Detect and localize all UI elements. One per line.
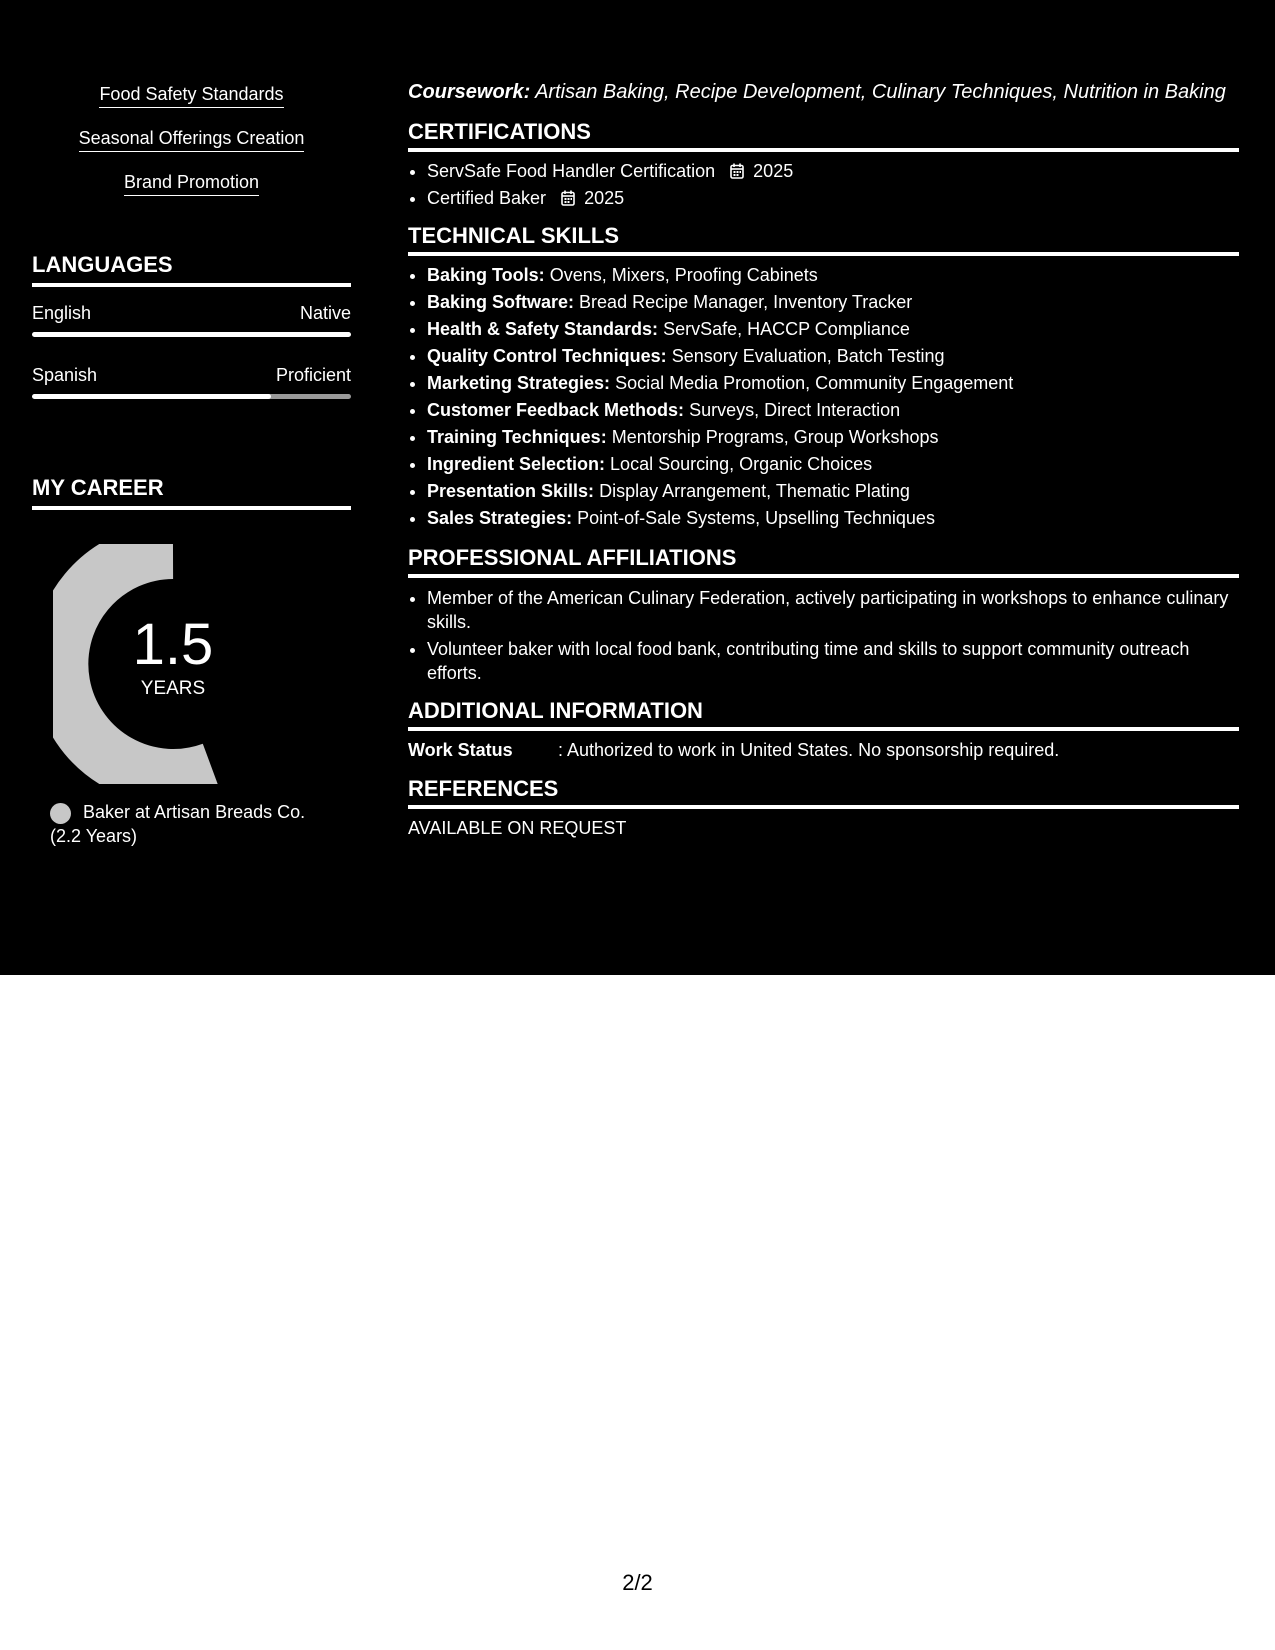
technical-skill-value: Local Sourcing, Organic Choices xyxy=(610,454,873,474)
career-entry xyxy=(50,800,351,848)
coursework xyxy=(408,78,1239,106)
affiliation-item: • Member of the American Culinary Federation, actively participating in workshops to enhance culinary skills. xyxy=(427,586,1239,634)
career-section xyxy=(32,475,351,848)
technical-skills-heading: TECHNICAL SKILLS xyxy=(408,223,1239,256)
language-proficiency-bar xyxy=(32,332,351,337)
career-entry-title: Baker at Artisan Breads Co. xyxy=(83,802,306,822)
technical-skill-item xyxy=(427,397,1239,424)
references-section xyxy=(408,776,1239,839)
technical-skill-label: Health & Safety Standards: xyxy=(427,319,659,339)
technical-skill-label: Customer Feedback Methods: xyxy=(427,400,685,420)
affiliations-section xyxy=(408,545,1239,685)
page-number: 2/2 xyxy=(622,1570,653,1595)
work-status-row xyxy=(408,737,1239,763)
technical-skills-section xyxy=(408,223,1239,532)
work-status-label: Work Status xyxy=(408,740,513,760)
career-total-unit: YEARS xyxy=(140,678,206,699)
technical-skill-value: Ovens, Mixers, Proofing Cabinets xyxy=(549,265,818,285)
certification-year: 2025 xyxy=(753,161,794,181)
certifications-heading: CERTIFICATIONS xyxy=(408,119,1239,152)
language-item-english xyxy=(32,301,351,337)
technical-skill-item xyxy=(427,424,1239,451)
calendar-icon xyxy=(561,190,575,206)
language-item-spanish xyxy=(32,363,351,399)
main-column xyxy=(408,78,1239,839)
languages-section xyxy=(32,252,351,399)
certification-name: ServSafe Food Handler Certification xyxy=(427,161,716,181)
career-gauge xyxy=(53,544,293,784)
career-total-value: 1.5 xyxy=(132,612,214,677)
technical-skill-item xyxy=(427,478,1239,505)
technical-skill-item xyxy=(427,262,1239,289)
affiliations-heading: PROFESSIONAL AFFILIATIONS xyxy=(408,545,1239,578)
references-heading: REFERENCES xyxy=(408,776,1239,809)
technical-skill-value: Surveys, Direct Interaction xyxy=(689,400,901,420)
technical-skill-value: Display Arrangement, Thematic Plating xyxy=(599,481,910,501)
career-entry-duration: (2.2 Years) xyxy=(50,826,138,846)
skill-links xyxy=(32,82,351,214)
language-proficiency-fill xyxy=(32,332,351,337)
language-name: Spanish xyxy=(32,365,98,385)
additional-info-section xyxy=(408,698,1239,763)
language-level: Native xyxy=(299,303,351,323)
technical-skill-value: Social Media Promotion, Community Engagement xyxy=(615,373,1014,393)
technical-skill-item xyxy=(427,505,1239,532)
technical-skill-label: Ingredient Selection: xyxy=(427,454,606,474)
technical-skill-label: Marketing Strategies: xyxy=(427,373,611,393)
technical-skill-value: Sensory Evaluation, Batch Testing xyxy=(671,346,945,366)
career-legend-dot xyxy=(50,803,71,824)
language-level: Proficient xyxy=(275,365,351,385)
technical-skill-label: Sales Strategies: xyxy=(427,508,573,528)
affiliation-item: • Volunteer baker with local food bank, contributing time and skills to support community outreach efforts. xyxy=(427,637,1239,685)
technical-skill-item xyxy=(427,343,1239,370)
additional-info-heading: ADDITIONAL INFORMATION xyxy=(408,698,1239,731)
skill-link-seasonal-offerings[interactable]: Seasonal Offerings Creation xyxy=(79,126,305,152)
certification-item xyxy=(427,186,1239,210)
technical-skill-value: Bread Recipe Manager, Inventory Tracker xyxy=(579,292,913,312)
coursework-text: Artisan Baking, Recipe Development, Culinary Techniques, Nutrition in Baking xyxy=(535,81,1226,103)
technical-skill-label: Quality Control Techniques: xyxy=(427,346,667,366)
technical-skill-item xyxy=(427,316,1239,343)
references-text: AVAILABLE ON REQUEST xyxy=(408,818,627,838)
certification-year: 2025 xyxy=(584,188,625,208)
sidebar xyxy=(32,82,351,848)
language-name: English xyxy=(32,303,92,323)
skill-link-brand-promotion[interactable]: Brand Promotion xyxy=(124,170,259,196)
calendar-icon xyxy=(730,163,744,179)
technical-skill-item xyxy=(427,370,1239,397)
technical-skill-label: Baking Tools: xyxy=(427,265,545,285)
technical-skill-item xyxy=(427,289,1239,316)
certifications-section xyxy=(408,119,1239,210)
technical-skill-label: Training Techniques: xyxy=(427,427,607,447)
technical-skill-value: ServSafe, HACCP Compliance xyxy=(663,319,910,339)
career-heading: MY CAREER xyxy=(32,475,351,510)
certification-item xyxy=(427,159,1239,183)
technical-skill-label: Presentation Skills: xyxy=(427,481,595,501)
work-status-value: : Authorized to work in United States. No sponsorship required. xyxy=(558,740,1060,760)
technical-skill-item xyxy=(427,451,1239,478)
coursework-label: Coursework: xyxy=(408,81,531,103)
language-proficiency-bar xyxy=(32,394,351,399)
technical-skill-value: Mentorship Programs, Group Workshops xyxy=(611,427,939,447)
skill-link-food-safety[interactable]: Food Safety Standards xyxy=(99,82,283,108)
certification-name: Certified Baker xyxy=(427,188,547,208)
language-proficiency-fill xyxy=(32,394,271,399)
languages-heading: LANGUAGES xyxy=(32,252,351,287)
technical-skill-label: Baking Software: xyxy=(427,292,575,312)
technical-skill-value: Point-of-Sale Systems, Upselling Techniques xyxy=(577,508,935,528)
